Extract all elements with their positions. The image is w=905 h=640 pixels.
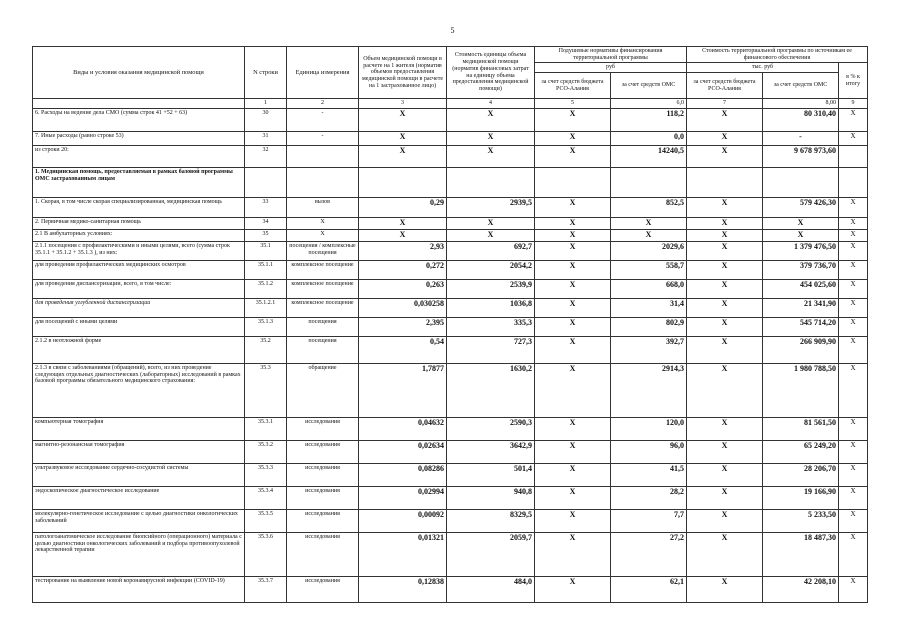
row-unit: X: [287, 217, 359, 229]
row-name: для проведения диспансеризации, всего, в том числе:: [33, 279, 245, 298]
row-name: 2.1.1 посещения с профилактическими и иными целями, всего (сумма строк 35.1.1 + 35.1.2 + 35.1.3 ), из них:: [33, 241, 245, 260]
row-cost: 1036,8: [447, 298, 535, 317]
table-row: [33, 463, 868, 486]
row-cost: 940,8: [447, 486, 535, 509]
row-line-number: 32: [245, 145, 287, 167]
row-name: 2.1.3 в связи с заболеваниями (обращений), всего, из них проведение следующих отдельных диагностических (лабораторных) исследований в рамках базовой программы обязательного медицинского страхования:: [33, 363, 245, 417]
row-oms-total: 81 561,50: [763, 417, 839, 440]
page-number: 5: [450, 26, 455, 35]
row-budget-per-capita: X: [535, 317, 611, 336]
row-line-number: 35.3.4: [245, 486, 287, 509]
row-cost: 2590,3: [447, 417, 535, 440]
row-oms-per-capita: 2029,6: [611, 241, 687, 260]
row-oms-total: [763, 167, 839, 197]
row-budget-total: X: [687, 241, 763, 260]
row-oms-total: X: [763, 229, 839, 241]
row-cost: X: [447, 229, 535, 241]
row-budget-total: X: [687, 108, 763, 131]
row-budget-total: X: [687, 440, 763, 463]
row-unit: -: [287, 108, 359, 131]
row-line-number: 35.1.2.1: [245, 298, 287, 317]
row-line-number: 35.3.3: [245, 463, 287, 486]
row-budget-per-capita: [535, 167, 611, 197]
header-volume: Объем медицинской помощи в расчете на 1 жителя (норматив объемов предоставления медицинской помощи в расчете на 1 застрахованное лицо): [359, 47, 447, 99]
row-budget-per-capita: X: [535, 108, 611, 131]
table-row: [33, 486, 868, 509]
row-name: эндоскопическое диагностическое исследование: [33, 486, 245, 509]
row-budget-total: X: [687, 317, 763, 336]
table-row: [33, 197, 868, 217]
row-line-number: 35.1.3: [245, 317, 287, 336]
row-unit: исследования: [287, 463, 359, 486]
row-oms-total: -: [763, 131, 839, 145]
row-name: из строки 20:: [33, 145, 245, 167]
row-unit: [287, 167, 359, 197]
row-percent: X: [839, 108, 868, 131]
row-name: патологоанатомическое исследование биопсийного (операционного) материала с целью диагностики онкологических заболеваний и подбора противоопухолевой лекарственной терапии: [33, 532, 245, 576]
table-row: [33, 260, 868, 279]
row-oms-per-capita: 7,7: [611, 509, 687, 532]
row-volume: 0,08286: [359, 463, 447, 486]
row-unit: исследования: [287, 509, 359, 532]
row-percent: X: [839, 279, 868, 298]
row-name: компьютерная томография: [33, 417, 245, 440]
row-line-number: 30: [245, 108, 287, 131]
row-cost: X: [447, 108, 535, 131]
row-oms-per-capita: 118,2: [611, 108, 687, 131]
row-name: для проведения углубленной диспансеризации: [33, 298, 245, 317]
table-row: [33, 509, 868, 532]
row-line-number: 35.1.1: [245, 260, 287, 279]
row-line-number: 35.2: [245, 336, 287, 363]
row-line-number: [245, 167, 287, 197]
row-percent: X: [839, 486, 868, 509]
row-oms-per-capita: 852,5: [611, 197, 687, 217]
row-budget-per-capita: X: [535, 260, 611, 279]
row-name: 7. Иные расходы (равно строке 53): [33, 131, 245, 145]
row-volume: 0,030258: [359, 298, 447, 317]
row-oms-per-capita: 0,0: [611, 131, 687, 145]
row-line-number: 35.3.7: [245, 576, 287, 602]
table-row: [33, 167, 868, 197]
row-oms-total: 266 909,90: [763, 336, 839, 363]
row-unit: исследования: [287, 576, 359, 602]
table-row: [33, 217, 868, 229]
row-unit: комплексное посещение: [287, 260, 359, 279]
row-budget-per-capita: X: [535, 417, 611, 440]
column-number: 1: [245, 99, 287, 109]
row-percent: X: [839, 576, 868, 602]
column-number: 2: [287, 99, 359, 109]
table-row: [33, 532, 868, 576]
row-budget-total: X: [687, 229, 763, 241]
row-cost: X: [447, 131, 535, 145]
row-volume: [359, 167, 447, 197]
table-row: [33, 229, 868, 241]
row-volume: X: [359, 229, 447, 241]
header-percent: в % к итогу: [839, 63, 868, 99]
column-number: 3: [359, 99, 447, 109]
row-unit: исследования: [287, 440, 359, 463]
row-budget-total: X: [687, 260, 763, 279]
row-line-number: 35.3.1: [245, 417, 287, 440]
column-number: 8,00: [763, 99, 839, 109]
row-percent: X: [839, 509, 868, 532]
row-oms-per-capita: 2914,3: [611, 363, 687, 417]
financing-table: [32, 46, 868, 603]
row-percent: X: [839, 440, 868, 463]
row-line-number: 35: [245, 229, 287, 241]
column-numbers-row: [33, 99, 868, 109]
row-budget-per-capita: X: [535, 197, 611, 217]
header-program-oms: за счет средств ОМС: [763, 73, 839, 99]
header-program-budget: за счет средств бюджета РСО-Алания: [687, 73, 763, 99]
row-oms-per-capita: 668,0: [611, 279, 687, 298]
row-budget-per-capita: X: [535, 363, 611, 417]
row-oms-total: 28 206,70: [763, 463, 839, 486]
row-budget-total: X: [687, 279, 763, 298]
row-oms-per-capita: 28,2: [611, 486, 687, 509]
row-oms-per-capita: 120,0: [611, 417, 687, 440]
row-volume: X: [359, 131, 447, 145]
row-volume: 2,395: [359, 317, 447, 336]
header-unit: Единица измерения: [287, 47, 359, 99]
row-oms-total: 21 341,90: [763, 298, 839, 317]
row-cost: 501,4: [447, 463, 535, 486]
table-row: [33, 241, 868, 260]
row-budget-per-capita: X: [535, 279, 611, 298]
row-cost: X: [447, 145, 535, 167]
row-oms-total: 545 714,20: [763, 317, 839, 336]
row-line-number: 34: [245, 217, 287, 229]
row-oms-per-capita: X: [611, 217, 687, 229]
row-volume: X: [359, 145, 447, 167]
row-percent: X: [839, 532, 868, 576]
row-cost: 2939,5: [447, 197, 535, 217]
table-row: [33, 576, 868, 602]
row-budget-total: X: [687, 417, 763, 440]
row-volume: 0,04632: [359, 417, 447, 440]
row-cost: 692,7: [447, 241, 535, 260]
row-budget-per-capita: X: [535, 145, 611, 167]
row-percent: X: [839, 363, 868, 417]
header-cost: Стоимость единицы объема медицинской помощи (норматив финансовых затрат на единицу объема предоставления медицинской помощи): [447, 47, 535, 99]
column-number: 6,0: [611, 99, 687, 109]
row-oms-per-capita: 27,2: [611, 532, 687, 576]
row-volume: 0,272: [359, 260, 447, 279]
row-budget-per-capita: X: [535, 131, 611, 145]
table-row: [33, 298, 868, 317]
row-budget-total: X: [687, 298, 763, 317]
table-row: [33, 440, 868, 463]
row-oms-total: 1 379 476,50: [763, 241, 839, 260]
row-oms-total: 18 487,30: [763, 532, 839, 576]
row-cost: 2539,9: [447, 279, 535, 298]
row-volume: 0,02634: [359, 440, 447, 463]
row-line-number: 35.3.5: [245, 509, 287, 532]
row-percent: X: [839, 241, 868, 260]
row-volume: X: [359, 217, 447, 229]
row-budget-per-capita: X: [535, 509, 611, 532]
row-budget-per-capita: X: [535, 229, 611, 241]
row-percent: X: [839, 217, 868, 229]
row-volume: 0,12838: [359, 576, 447, 602]
row-volume: 0,29: [359, 197, 447, 217]
row-name: 1. Скорая, в том числе скорая специализированная, медицинская помощь: [33, 197, 245, 217]
row-name: ультразвуковое исследование сердечно-сосудистой системы: [33, 463, 245, 486]
row-line-number: 35.3: [245, 363, 287, 417]
row-budget-total: X: [687, 576, 763, 602]
table-row: [33, 279, 868, 298]
row-name: 2.1.2 в неотложной форме: [33, 336, 245, 363]
row-unit: исследования: [287, 417, 359, 440]
row-volume: 0,54: [359, 336, 447, 363]
row-budget-per-capita: X: [535, 463, 611, 486]
row-oms-total: 65 249,20: [763, 440, 839, 463]
table-row: [33, 317, 868, 336]
row-budget-total: X: [687, 463, 763, 486]
row-budget-total: X: [687, 486, 763, 509]
table-row: [33, 108, 868, 131]
row-name: тестирование на выявление новой коронавирусной инфекции (COVID-19): [33, 576, 245, 602]
header-per-capita-oms: за счет средств ОМС: [611, 73, 687, 99]
row-percent: X: [839, 336, 868, 363]
row-budget-per-capita: X: [535, 576, 611, 602]
row-line-number: 35.1.2: [245, 279, 287, 298]
row-budget-total: X: [687, 145, 763, 167]
row-unit: посещения: [287, 317, 359, 336]
table-body: [33, 108, 868, 602]
row-oms-total: 1 980 788,50: [763, 363, 839, 417]
row-oms-per-capita: 558,7: [611, 260, 687, 279]
column-number: 4: [447, 99, 535, 109]
row-budget-per-capita: X: [535, 298, 611, 317]
row-percent: [839, 167, 868, 197]
row-oms-total: 19 166,90: [763, 486, 839, 509]
row-oms-total: 379 736,70: [763, 260, 839, 279]
row-unit: -: [287, 131, 359, 145]
row-cost: 335,3: [447, 317, 535, 336]
row-budget-per-capita: X: [535, 440, 611, 463]
row-budget-per-capita: X: [535, 336, 611, 363]
row-oms-total: 42 208,10: [763, 576, 839, 602]
row-percent: X: [839, 417, 868, 440]
row-percent: X: [839, 229, 868, 241]
row-volume: 0,02994: [359, 486, 447, 509]
row-line-number: 31: [245, 131, 287, 145]
row-cost: 484,0: [447, 576, 535, 602]
row-oms-per-capita: [611, 167, 687, 197]
row-oms-total: 579 426,30: [763, 197, 839, 217]
row-oms-per-capita: 41,5: [611, 463, 687, 486]
row-name: 1. Медицинская помощь, предоставляемая в рамках базовой программы ОМС застрахованным лицам: [33, 167, 245, 197]
header-program-cost: Стоимость территориальной программы по источникам ее финансового обеспечения: [687, 47, 868, 63]
row-oms-per-capita: 96,0: [611, 440, 687, 463]
row-cost: [447, 167, 535, 197]
row-unit: комплексное посещение: [287, 279, 359, 298]
row-unit: [287, 145, 359, 167]
row-line-number: 33: [245, 197, 287, 217]
table-row: [33, 417, 868, 440]
column-number: 5: [535, 99, 611, 109]
column-number: 7: [687, 99, 763, 109]
row-budget-per-capita: X: [535, 532, 611, 576]
row-cost: 8329,5: [447, 509, 535, 532]
header-kind: Виды и условия оказания медицинской помощи: [33, 47, 245, 99]
row-volume: X: [359, 108, 447, 131]
row-oms-per-capita: 802,9: [611, 317, 687, 336]
row-oms-total: 5 233,50: [763, 509, 839, 532]
row-cost: 727,3: [447, 336, 535, 363]
row-budget-total: X: [687, 336, 763, 363]
row-percent: X: [839, 317, 868, 336]
row-unit: обращение: [287, 363, 359, 417]
row-unit: посещения: [287, 336, 359, 363]
row-percent: X: [839, 260, 868, 279]
table-row: [33, 336, 868, 363]
header-program-cost-unit: тыс. руб: [687, 63, 839, 73]
row-budget-total: X: [687, 131, 763, 145]
row-cost: 1630,2: [447, 363, 535, 417]
row-volume: 1,7877: [359, 363, 447, 417]
row-oms-total: 80 310,40: [763, 108, 839, 131]
row-unit: исследования: [287, 486, 359, 509]
table-row: [33, 145, 868, 167]
row-budget-total: X: [687, 363, 763, 417]
row-oms-total: 9 678 973,60: [763, 145, 839, 167]
row-budget-per-capita: X: [535, 241, 611, 260]
row-name: 2. Первичная медико-санитарная помощь: [33, 217, 245, 229]
row-unit: вызов: [287, 197, 359, 217]
row-volume: 0,01321: [359, 532, 447, 576]
row-oms-per-capita: 62,1: [611, 576, 687, 602]
row-oms-total: X: [763, 217, 839, 229]
row-unit: X: [287, 229, 359, 241]
row-line-number: 35.3.6: [245, 532, 287, 576]
row-unit: комплексное посещение: [287, 298, 359, 317]
header-line-number: N строки: [245, 47, 287, 99]
row-unit: посещения / комплексные посещения: [287, 241, 359, 260]
column-number: 9: [839, 99, 868, 109]
row-percent: X: [839, 197, 868, 217]
row-oms-per-capita: 31,4: [611, 298, 687, 317]
row-cost: 2054,2: [447, 260, 535, 279]
row-volume: 0,263: [359, 279, 447, 298]
row-cost: X: [447, 217, 535, 229]
table-row: [33, 363, 868, 417]
row-name: для проведения профилактических медицинских осмотров: [33, 260, 245, 279]
row-cost: 3642,9: [447, 440, 535, 463]
row-percent: X: [839, 463, 868, 486]
table-row: [33, 131, 868, 145]
row-unit: исследования: [287, 532, 359, 576]
row-budget-total: X: [687, 532, 763, 576]
row-cost: 2059,7: [447, 532, 535, 576]
row-name: магнитно-резонансная томография: [33, 440, 245, 463]
row-line-number: 35.1: [245, 241, 287, 260]
row-budget-total: [687, 167, 763, 197]
row-volume: 2,93: [359, 241, 447, 260]
row-line-number: 35.3.2: [245, 440, 287, 463]
header-per-capita-unit: руб: [535, 63, 687, 73]
row-name: 6. Расходы на ведение дела СМО (сумма строк 41 +52 + 63): [33, 108, 245, 131]
row-percent: X: [839, 131, 868, 145]
header-per-capita: Подушевые нормативы финансирования территориальной программы: [535, 47, 687, 63]
row-budget-total: X: [687, 509, 763, 532]
row-budget-total: X: [687, 197, 763, 217]
row-oms-per-capita: 14240,5: [611, 145, 687, 167]
row-oms-total: 454 025,60: [763, 279, 839, 298]
row-oms-per-capita: 392,7: [611, 336, 687, 363]
row-name: молекулярно-генетическое исследование с целью диагностики онкологических заболеваний: [33, 509, 245, 532]
row-name: 2.1 В амбулаторных условиях:: [33, 229, 245, 241]
row-budget-total: X: [687, 217, 763, 229]
row-percent: X: [839, 298, 868, 317]
row-oms-per-capita: X: [611, 229, 687, 241]
row-volume: 0,00092: [359, 509, 447, 532]
row-name: для посещений с иными целями: [33, 317, 245, 336]
row-budget-per-capita: X: [535, 217, 611, 229]
row-budget-per-capita: X: [535, 486, 611, 509]
row-percent: [839, 145, 868, 167]
header-per-capita-budget: за счет средств бюджета РСО-Алания: [535, 73, 611, 99]
